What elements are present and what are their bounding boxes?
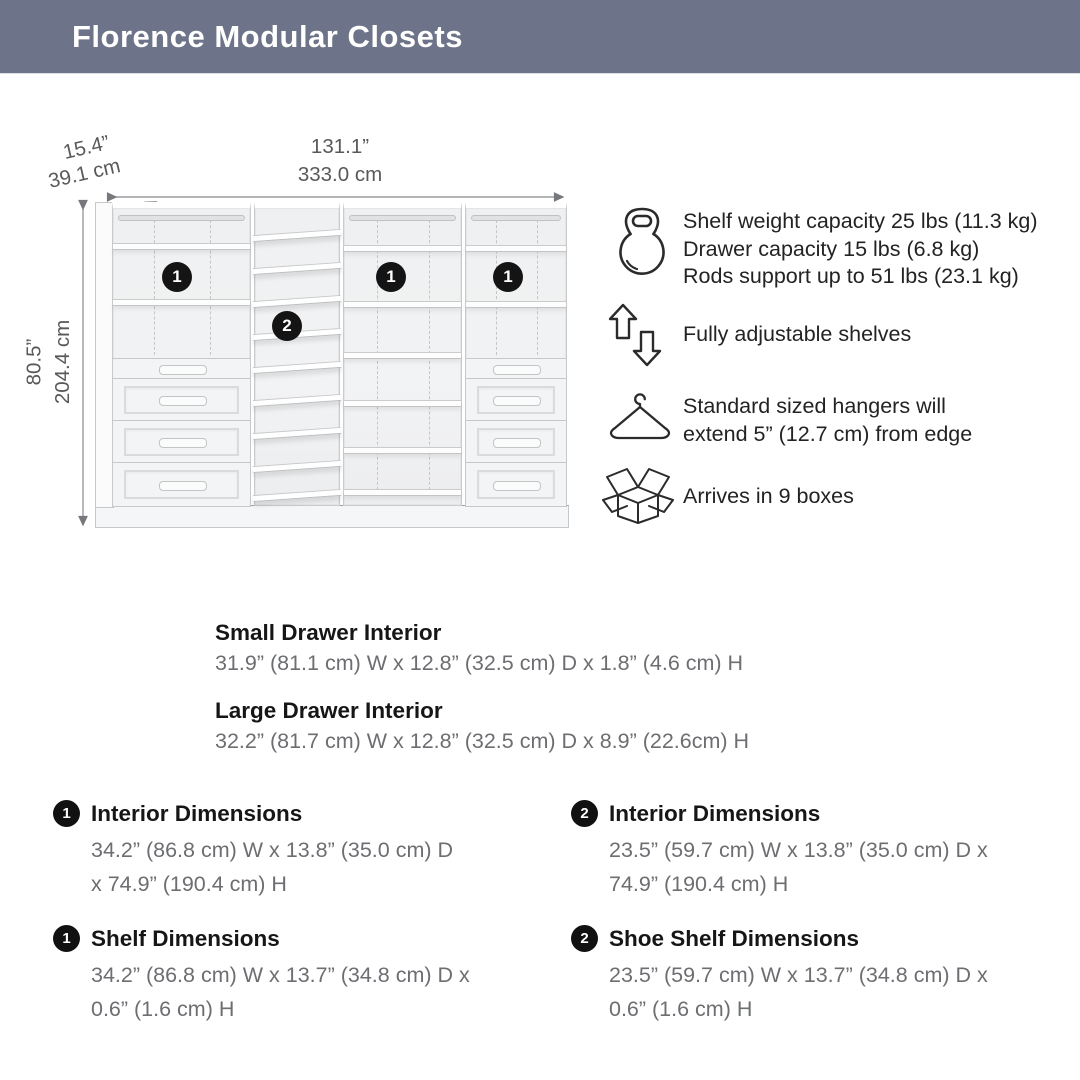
large-drawer-title: Large Drawer Interior: [215, 698, 443, 723]
shoe-shelf: [253, 229, 341, 242]
closet-diagram: [95, 202, 569, 527]
shelf: [344, 352, 461, 359]
badge-1: 1: [53, 800, 80, 827]
width-cm-label: 333.0 cm: [297, 163, 383, 186]
shelf: [466, 245, 566, 252]
drawer: [465, 420, 567, 464]
badge-1: 1: [53, 925, 80, 952]
large-drawer-spec: [215, 698, 749, 754]
closet-column-1: [112, 202, 251, 506]
shelf: [344, 400, 461, 407]
closet-column-4: [465, 202, 567, 506]
badge-2: 2: [571, 925, 598, 952]
interior-dimensions-1: 1 Interior Dimensions 34.2” (86.8 cm) W x 13.8” (35.0 cm) D x 74.9” (190.4 cm) H: [53, 800, 533, 901]
feature-weight-capacity: Shelf weight capacity 25 lbs (11.3 kg) Drawer capacity 15 lbs (6.8 kg) Rods support up to 51 lbs (23.1 kg): [683, 209, 1038, 288]
diagram-badge-3: 1: [376, 262, 406, 292]
shoe-shelf: [253, 262, 341, 275]
interior-dimensions-2: 2 Interior Dimensions 23.5” (59.7 cm) W x 13.8” (35.0 cm) D x 74.9” (190.4 cm) H: [571, 800, 1051, 901]
shelf: [344, 489, 461, 496]
header-bar: [0, 0, 1080, 74]
shelf: [113, 243, 250, 250]
feature-adjustable-shelves: Fully adjustable shelves: [683, 322, 912, 346]
height-inches-label: 80.5”: [22, 338, 46, 386]
diagram-badge-1: 1: [162, 262, 192, 292]
shelf: [344, 301, 461, 308]
depth-cm-label: 39.1 cm: [46, 154, 123, 193]
diagram-badge-4: 1: [493, 262, 523, 292]
small-drawer-title: Small Drawer Interior: [215, 620, 442, 645]
closet-rod: [118, 215, 245, 221]
closet-column-2: [254, 202, 340, 506]
shelf-dimensions-1: 1 Shelf Dimensions 34.2” (86.8 cm) W x 13.7” (34.8 cm) D x 0.6” (1.6 cm) H: [53, 925, 533, 1026]
feature-hangers: Standard sized hangers will extend 5” (12.7 cm) from edge: [683, 394, 973, 446]
box-icon: [602, 461, 674, 525]
width-inches-label: 131.1”: [310, 135, 370, 158]
shoe-shelf: [253, 295, 341, 308]
small-drawer-spec: [215, 620, 743, 676]
shoe-shelf: [253, 361, 341, 374]
diagram-badge-2: 2: [272, 311, 302, 341]
closet-column-3: [343, 202, 462, 506]
shelf: [113, 299, 250, 306]
page-title: Florence Modular Closets: [72, 18, 463, 54]
kettlebell-icon: [612, 206, 672, 276]
shelf: [344, 447, 461, 454]
height-cm-label: 204.4 cm: [51, 319, 75, 405]
shoe-shelf: [253, 489, 341, 502]
drawer: [465, 378, 567, 422]
shoe-shelf: [253, 394, 341, 407]
closet-rod: [471, 215, 561, 221]
hanger-icon: [606, 392, 674, 442]
drawer: [112, 462, 251, 507]
drawer: [112, 378, 251, 422]
closet-base: [95, 505, 569, 528]
depth-inches-label: 15.4”: [60, 131, 112, 164]
adjustable-shelves-icon: [607, 303, 663, 367]
shoe-shelf: [253, 427, 341, 440]
shelf: [344, 245, 461, 252]
small-drawer: [112, 358, 251, 380]
small-drawer: [465, 358, 567, 380]
drawer: [465, 462, 567, 507]
drawer: [112, 420, 251, 464]
large-drawer-dims: 32.2” (81.7 cm) W x 12.8” (32.5 cm) D x 8.9” (22.6cm) H: [215, 729, 750, 753]
badge-2: 2: [571, 800, 598, 827]
shoe-shelf: [253, 460, 341, 473]
small-drawer-dims: 31.9” (81.1 cm) W x 12.8” (32.5 cm) D x 1.8” (4.6 cm) H: [215, 651, 744, 675]
closet-rod: [349, 215, 456, 221]
shelf: [466, 301, 566, 308]
shoe-shelf-dimensions-2: 2 Shoe Shelf Dimensions 23.5” (59.7 cm) W x 13.7” (34.8 cm) D x 0.6” (1.6 cm) H: [571, 925, 1051, 1026]
feature-boxes: Arrives in 9 boxes: [683, 484, 854, 508]
